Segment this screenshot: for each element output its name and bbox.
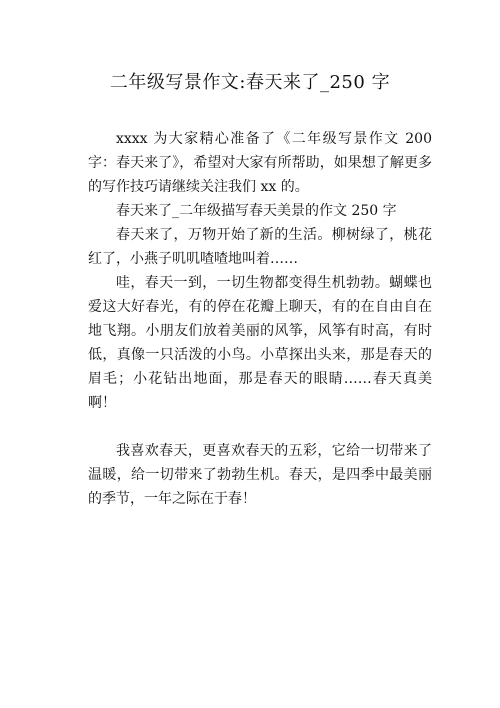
paragraph-spacer — [88, 415, 432, 439]
closing-paragraph: 我喜欢春天，更喜欢春天的五彩，它给一切带来了温暖，给一切带来了勃勃生机。春天，是四季中最美丽的季节，一年之际在于春！ — [88, 443, 432, 507]
body-paragraph: 哇，春天一到，一切生物都变得生机勃勃。蝴蝶也爱这大好春光，有的停在花瓣上聊天，有的在自由自在地飞翔。小朋友们放着美丽的风筝，风筝有时高，有时低，真像一只活泼的小鸟。小草探出头来，那是春天的眉毛；小花钻出地面，那是春天的眼睛……春天真美啊！ — [88, 275, 432, 411]
page-title: 二年级写景作文:春天来了_250 字 — [109, 72, 391, 93]
body-paragraph: 春天来了，万物开始了新的生活。柳树绿了，桃花红了，小燕子叽叽喳喳地叫着…… — [88, 227, 432, 267]
document-body — [88, 127, 432, 511]
subtitle-paragraph: 春天来了_二年级描写春天美景的作文 250 字 — [116, 203, 397, 219]
intro-paragraph: xxxx 为大家精心准备了《二年级写景作文 200 字：春天来了》，希望对大家有所帮助，如果想了解更多的写作技巧请继续关注我们 xx 的。 — [88, 131, 432, 195]
